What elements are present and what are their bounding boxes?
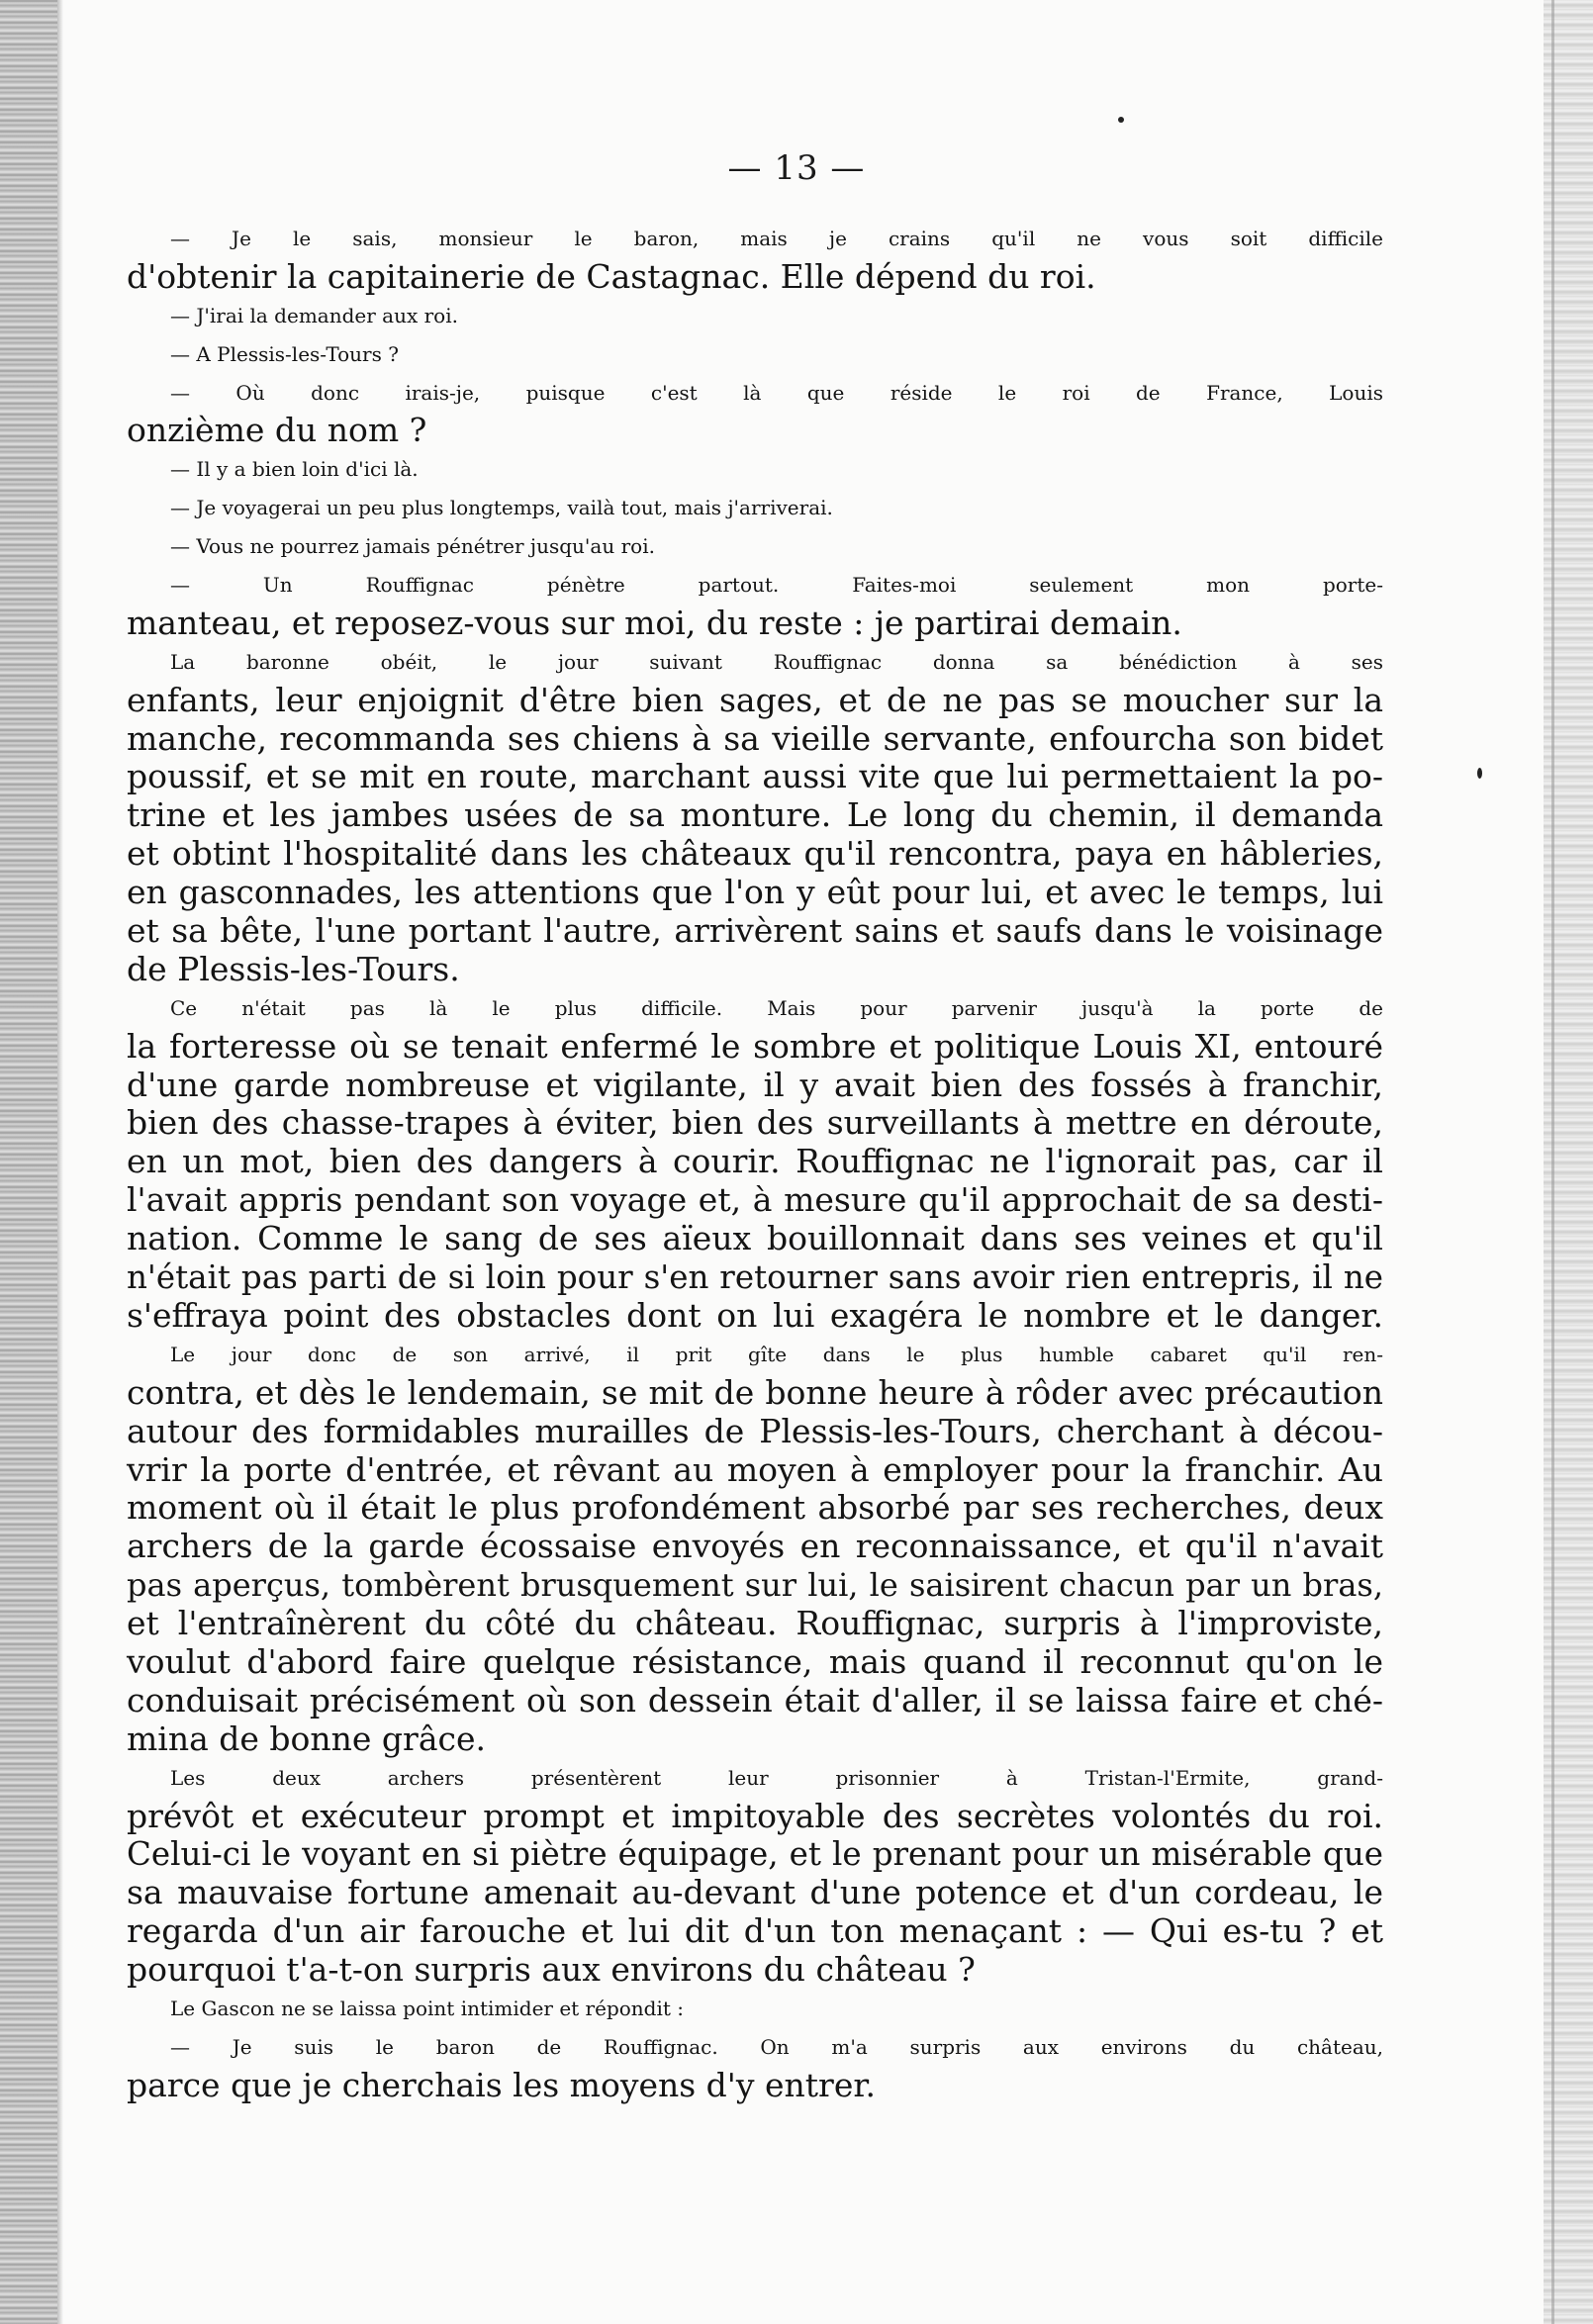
text-line: parce que je cherchais les moyens d'y entrer. — [127, 2065, 876, 2104]
text-line: — Il y a bien loin d'ici là. — [170, 457, 419, 482]
text-line: n'était pas parti de si loin pour s'en retourner sans avoir rien entrepris, il ne — [127, 1258, 1383, 1297]
text-line: — Vous ne pourrez jamais pénétrer jusqu'au roi. — [170, 534, 655, 559]
text-line: onzième du nom ? — [127, 411, 427, 450]
text-line: regarda d'un air farouche et lui dit d'un ton menaçant : — Qui es-tu ? et — [127, 1911, 1383, 1951]
text-line: mina de bonne grâce. — [127, 1719, 486, 1758]
text-line: moment où il était le plus profondément absorbé par ses recherches, deux — [127, 1488, 1383, 1528]
text-line: autour des formidables murailles de Plessis-les-Tours, cherchant à décou- — [127, 1411, 1383, 1450]
text-line: — Où donc irais-je, puisque c'est là que réside le roi de France, Louis — [170, 380, 1383, 405]
text-line: Le Gascon ne se laissa point intimider et répondit : — [170, 1996, 685, 2020]
text-line: bien des chasse-trapes à éviter, bien des surveillants à mettre en déroute, — [127, 1103, 1383, 1143]
text-line: la forteresse où se tenait enfermé le sombre et politique Louis XI, entouré — [127, 1026, 1383, 1066]
text-line: archers de la garde écossaise envoyés en reconnaissance, et qu'il n'avait — [127, 1527, 1383, 1566]
text-line: — J'irai la demander aux roi. — [170, 303, 458, 327]
text-line: — Je le sais, monsieur le baron, mais je crains qu'il ne vous soit difficile — [170, 227, 1383, 250]
ink-speck — [1118, 117, 1124, 123]
text-line: manteau, et reposez-vous sur moi, du reste : je partirai demain. — [127, 603, 1182, 642]
text-line: Les deux archers présentèrent leur prisonnier à Tristan-l'Ermite, grand- — [170, 1765, 1383, 1790]
text-line: — Je suis le baron de Rouffignac. On m'a surpris aux environs du château, — [170, 2034, 1383, 2059]
text-line: en gasconnades, les attentions que l'on y eût pour lui, et avec le temps, lui — [127, 873, 1383, 912]
text-line: en un mot, bien des dangers à courir. Rouffignac ne l'ignorait pas, car il — [127, 1142, 1383, 1181]
text-line: d'une garde nombreuse et vigilante, il y avait bien des fossés à franchir, — [127, 1065, 1383, 1104]
text-line: contra, et dès le lendemain, se mit de bonne heure à rôder avec précaution — [127, 1372, 1383, 1412]
text-line: vrir la porte d'entrée, et rêvant au moyen à employer pour la franchir. Au — [127, 1449, 1383, 1489]
text-line: Le jour donc de son arrivé, il prit gîte dans le plus humble cabaret qu'il ren- — [170, 1342, 1383, 1366]
text-line: de Plessis-les-Tours. — [127, 949, 460, 988]
text-line: pas aperçus, tombèrent brusquement sur lui, le saisirent chacun par un bras, — [127, 1566, 1383, 1605]
text-line: poussif, et se mit en route, marchant aussi vite que lui permettaient la po- — [127, 757, 1383, 796]
text-line: sa mauvaise fortune amenait au-devant d'une potence et d'un cordeau, le — [127, 1873, 1383, 1912]
ink-speck — [1477, 768, 1482, 779]
page-number: — 13 — — [727, 148, 866, 188]
text-line: l'avait appris pendant son voyage et, à mesure qu'il approchait de sa desti- — [127, 1180, 1383, 1220]
text-line: enfants, leur enjoignit d'être bien sages, et de ne pas se moucher sur la — [127, 680, 1383, 719]
text-line: et obtint l'hospitalité dans les châteaux qu'il rencontra, paya en hâbleries, — [127, 834, 1383, 874]
text-line: pourquoi t'a-t-on surpris aux environs du château ? — [127, 1950, 976, 1990]
text-line: prévôt et exécuteur prompt et impitoyable des secrètes volontés du roi. — [127, 1796, 1383, 1835]
text-line: Celui-ci le voyant en si piètre équipage, et le prenant pour un misérable que — [127, 1835, 1383, 1874]
text-line: conduisait précisément où son dessein était d'aller, il se laissa faire et ché- — [127, 1680, 1383, 1720]
text-line: et sa bête, l'une portant l'autre, arrivèrent sains et saufs dans le voisinage — [127, 911, 1383, 951]
text-line: voulut d'abord faire quelque résistance, mais quand il reconnut qu'on le — [127, 1641, 1383, 1681]
body-text — [127, 220, 1383, 2105]
text-line: — A Plessis-les-Tours ? — [170, 341, 399, 366]
text-line: La baronne obéit, le jour suivant Rouffignac donna sa bénédiction à ses — [170, 649, 1383, 674]
text-line: s'effraya point des obstacles dont on lui exagéra le nombre et le danger. — [127, 1295, 1383, 1335]
scan-left-edge — [0, 0, 57, 2324]
text-line: manche, recommanda ses chiens à sa vieille servante, enfourcha son bidet — [127, 718, 1383, 758]
text-line: — Je voyagerai un peu plus longtemps, vailà tout, mais j'arriverai. — [170, 496, 833, 520]
text-line: et l'entraînèrent du côté du château. Rouffignac, surpris à l'improviste, — [127, 1604, 1383, 1643]
text-line: nation. Comme le sang de ses aïeux bouillonnait dans ses veines et qu'il — [127, 1219, 1383, 1258]
text-line: d'obtenir la capitainerie de Castagnac. Elle dépend du roi. — [127, 256, 1096, 296]
scan-right-edge — [1544, 0, 1593, 2324]
text-line: Ce n'était pas là le plus difficile. Mais pour parvenir jusqu'à la porte de — [170, 995, 1383, 1020]
text-line: — Un Rouffignac pénètre partout. Faites-moi seulement mon porte- — [170, 573, 1383, 598]
text-line: trine et les jambes usées de sa monture. Le long du chemin, il demanda — [127, 795, 1383, 835]
